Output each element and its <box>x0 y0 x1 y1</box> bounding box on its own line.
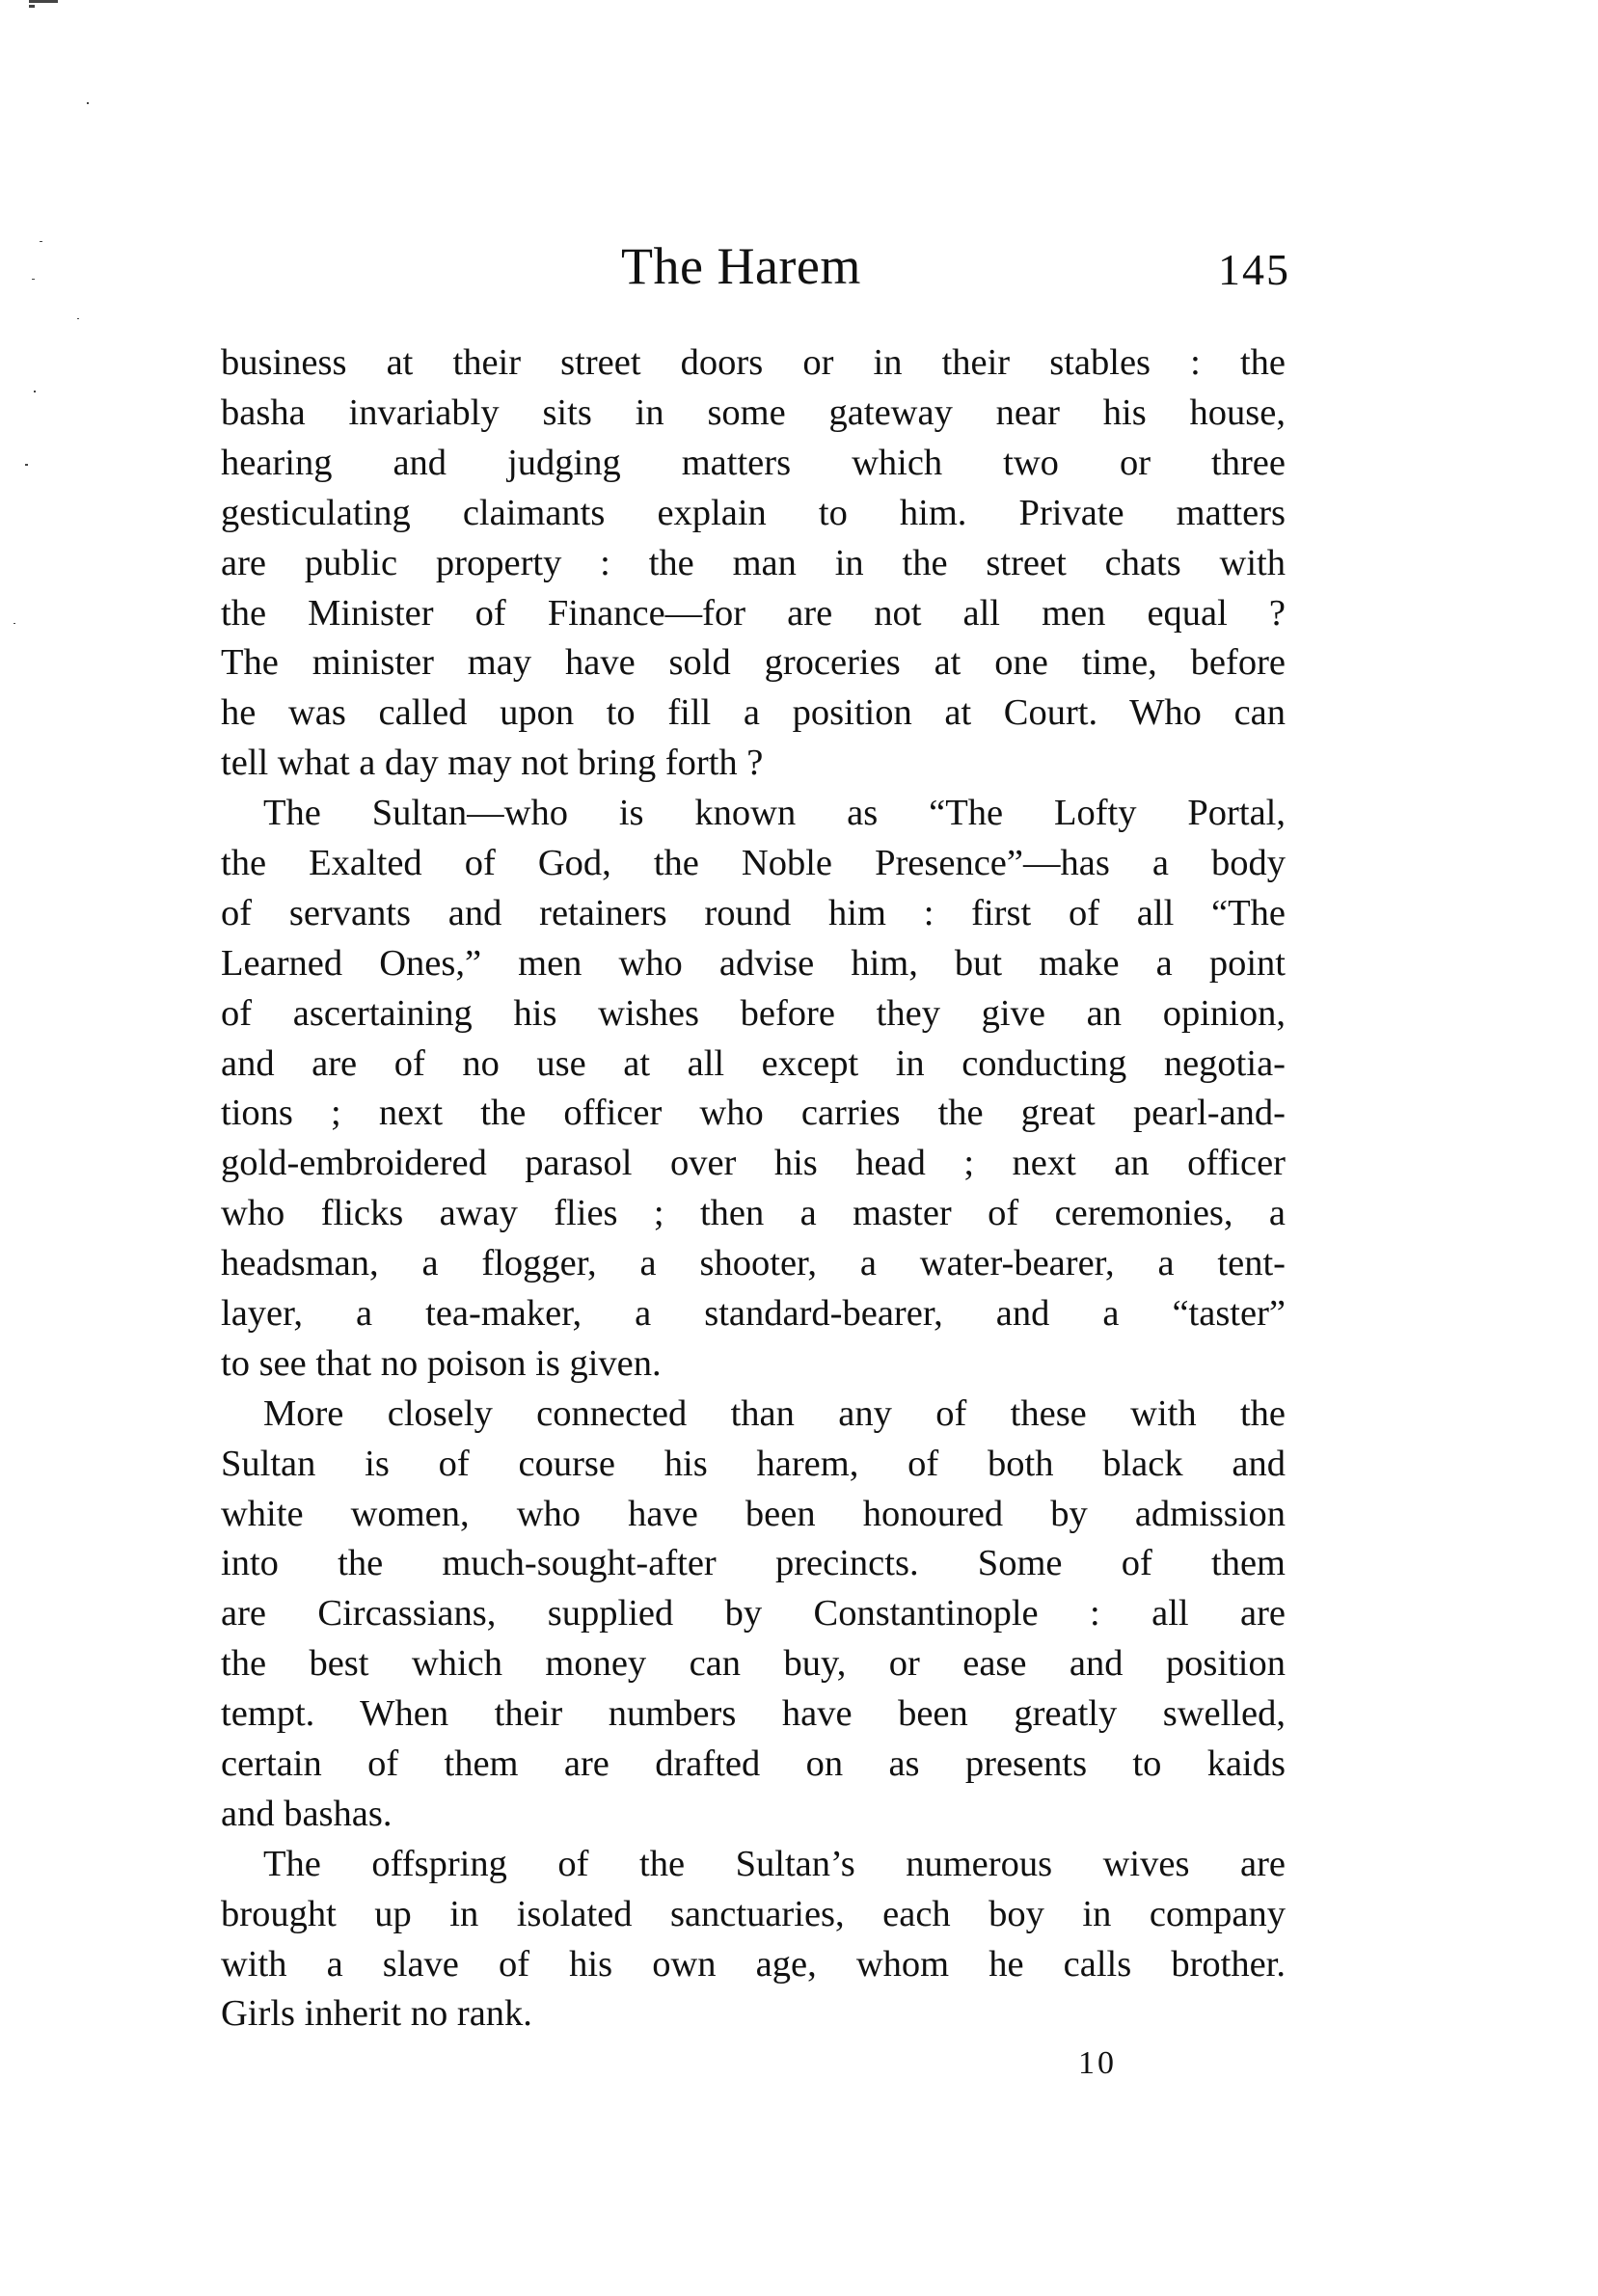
text-line: Learned Ones,” men who advise him, but make a point <box>221 943 1286 984</box>
text-line: are Circassians, supplied by Constantinople : all are <box>221 1593 1286 1634</box>
text-line: headsman, a flogger, a shooter, a water-bearer, a tent- <box>221 1243 1286 1283</box>
scan-speck <box>87 102 89 104</box>
text-line: with a slave of his own age, whom he calls brother. <box>221 1944 1286 1985</box>
text-line: layer, a tea-maker, a standard-bearer, and a “taster” <box>221 1293 1286 1334</box>
text-line: the Minister of Finance—for are not all men equal ? <box>221 593 1286 634</box>
signature-mark: 10 <box>1078 2045 1117 2081</box>
text-line: certain of them are drafted on as presents to kaids <box>221 1743 1286 1784</box>
text-line: Sultan is of course his harem, of both black and <box>221 1444 1286 1484</box>
text-line: to see that no poison is given. <box>221 1343 662 1384</box>
text-line: basha invariably sits in some gateway near his house, <box>221 392 1286 433</box>
text-line: tempt. When their numbers have been greatly swelled, <box>221 1693 1286 1734</box>
page-number: 145 <box>1218 245 1290 294</box>
text-line: the Exalted of God, the Noble Presence”—has a body <box>221 843 1286 883</box>
text-line: gold-embroidered parasol over his head ; next an officer <box>221 1143 1286 1183</box>
text-line: Girls inherit no rank. <box>221 1993 532 2034</box>
text-line: The minister may have sold groceries at one time, before <box>221 642 1286 683</box>
scan-speck <box>34 391 36 392</box>
scan-speck <box>29 0 58 3</box>
text-line: gesticulating claimants explain to him. Private matters <box>221 493 1286 533</box>
text-line: are public property : the man in the street chats with <box>221 543 1286 583</box>
text-line: and bashas. <box>221 1794 393 1834</box>
text-line: into the much-sought-after precincts. Some of them <box>221 1543 1286 1583</box>
text-line: brought up in isolated sanctuaries, each boy in company <box>221 1894 1286 1934</box>
text-line: The Sultan—who is known as “The Lofty Portal, <box>263 793 1286 833</box>
text-line: white women, who have been honoured by admission <box>221 1494 1286 1534</box>
scan-speck <box>77 318 79 319</box>
running-head-title: The Harem <box>621 237 861 295</box>
text-line: tions ; next the officer who carries the great pearl-and- <box>221 1093 1286 1133</box>
text-line: hearing and judging matters which two or three <box>221 443 1286 483</box>
scan-speck <box>25 464 28 466</box>
text-line: tell what a day may not bring forth ? <box>221 743 764 783</box>
text-line: The offspring of the Sultan’s numerous wives are <box>263 1844 1286 1884</box>
text-line: business at their street doors or in their stables : the <box>221 342 1286 383</box>
text-line: of ascertaining his wishes before they give an opinion, <box>221 993 1286 1034</box>
running-head <box>0 237 1598 295</box>
text-line: of servants and retainers round him : first of all “The <box>221 893 1286 933</box>
text-line: the best which money can buy, or ease and position <box>221 1643 1286 1684</box>
text-line: who flicks away flies ; then a master of ceremonies, a <box>221 1193 1286 1233</box>
text-line: and are of no use at all except in conducting negotia- <box>221 1043 1286 1084</box>
text-line: he was called upon to fill a position at Court. Who can <box>221 692 1286 733</box>
scan-speck <box>14 623 15 624</box>
text-line: More closely connected than any of these with the <box>263 1393 1286 1434</box>
scan-speck <box>29 5 35 8</box>
